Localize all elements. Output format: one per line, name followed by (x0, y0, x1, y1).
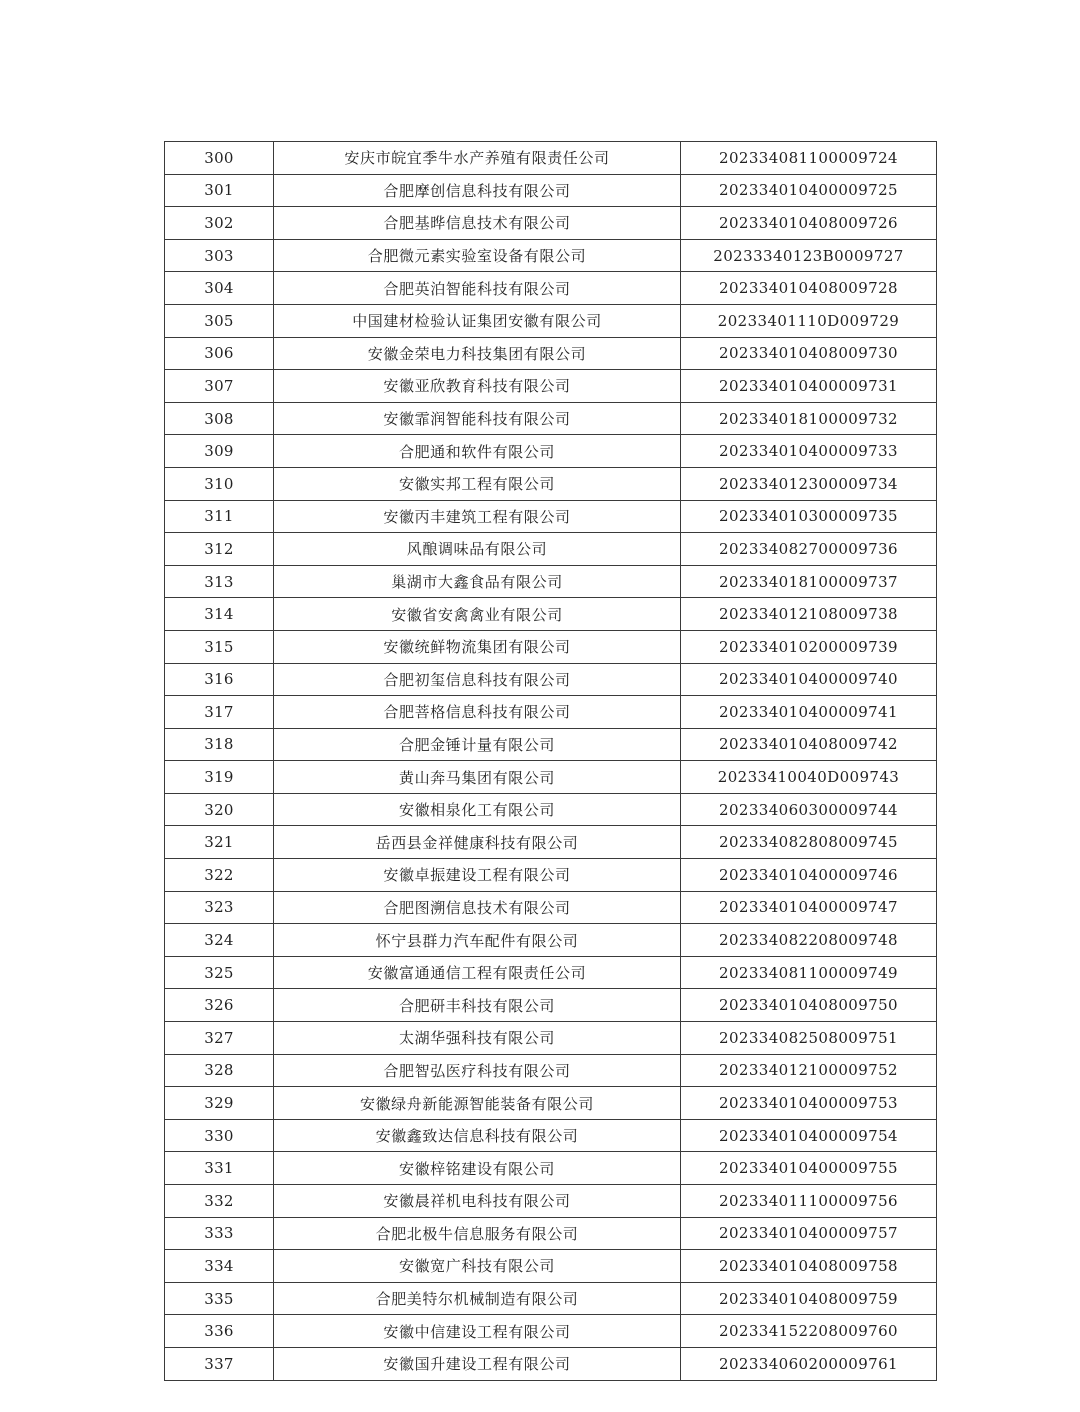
registration-code: 202334018100009732 (681, 402, 937, 435)
registration-code: 202334010408009728 (681, 272, 937, 305)
registration-code: 202334011100009756 (681, 1185, 937, 1218)
row-number: 329 (165, 1087, 274, 1120)
company-name: 合肥初玺信息科技有限公司 (274, 663, 681, 696)
table-row (165, 663, 937, 696)
row-number: 318 (165, 728, 274, 761)
table-row (165, 370, 937, 403)
company-name: 风酿调味品有限公司 (274, 533, 681, 566)
company-name: 黄山奔马集团有限公司 (274, 761, 681, 794)
table-row (165, 533, 937, 566)
table-row (165, 1347, 937, 1380)
row-number: 303 (165, 239, 274, 272)
row-number: 333 (165, 1217, 274, 1250)
table-row (165, 1152, 937, 1185)
table-row (165, 1315, 937, 1348)
company-name: 安徽统鲜物流集团有限公司 (274, 630, 681, 663)
registration-code: 202334012100009752 (681, 1054, 937, 1087)
table-row (165, 630, 937, 663)
table-row (165, 1217, 937, 1250)
row-number: 324 (165, 924, 274, 957)
company-name: 安徽富通通信工程有限责任公司 (274, 956, 681, 989)
table-row (165, 1250, 937, 1283)
company-name: 合肥摩创信息科技有限公司 (274, 174, 681, 207)
table-row (165, 435, 937, 468)
row-number: 314 (165, 598, 274, 631)
row-number: 315 (165, 630, 274, 663)
company-name: 岳西县金祥健康科技有限公司 (274, 826, 681, 859)
table-row (165, 793, 937, 826)
row-number: 313 (165, 565, 274, 598)
table-row (165, 1054, 937, 1087)
registration-code: 202334010400009746 (681, 859, 937, 892)
company-name: 怀宁县群力汽车配件有限公司 (274, 924, 681, 957)
registration-code: 202334010400009741 (681, 696, 937, 729)
row-number: 337 (165, 1347, 274, 1380)
row-number: 331 (165, 1152, 274, 1185)
row-number: 304 (165, 272, 274, 305)
table-row (165, 1087, 937, 1120)
row-number: 300 (165, 142, 274, 175)
row-number: 334 (165, 1250, 274, 1283)
table-row (165, 565, 937, 598)
row-number: 335 (165, 1282, 274, 1315)
company-name: 合肥英泊智能科技有限公司 (274, 272, 681, 305)
row-number: 316 (165, 663, 274, 696)
company-name: 合肥研丰科技有限公司 (274, 989, 681, 1022)
company-name: 安徽金荣电力科技集团有限公司 (274, 337, 681, 370)
registration-code: 202334010400009725 (681, 174, 937, 207)
table-row (165, 859, 937, 892)
registration-code: 202334010400009747 (681, 891, 937, 924)
table-row (165, 272, 937, 305)
company-name: 合肥微元素实验室设备有限公司 (274, 239, 681, 272)
row-number: 301 (165, 174, 274, 207)
table-row (165, 1282, 937, 1315)
row-number: 321 (165, 826, 274, 859)
row-number: 309 (165, 435, 274, 468)
row-number: 317 (165, 696, 274, 729)
registration-code: 202334012108009738 (681, 598, 937, 631)
company-name: 中国建材检验认证集团安徽有限公司 (274, 304, 681, 337)
table-row (165, 207, 937, 240)
company-name: 安徽国升建设工程有限公司 (274, 1347, 681, 1380)
company-name: 巢湖市大鑫食品有限公司 (274, 565, 681, 598)
row-number: 307 (165, 370, 274, 403)
company-name: 安徽卓振建设工程有限公司 (274, 859, 681, 892)
registration-code: 202334010400009733 (681, 435, 937, 468)
company-name: 太湖华强科技有限公司 (274, 1022, 681, 1055)
registration-code: 202334081100009724 (681, 142, 937, 175)
table-row (165, 989, 937, 1022)
row-number: 310 (165, 467, 274, 500)
registration-code: 202334152208009760 (681, 1315, 937, 1348)
registration-code: 202334018100009737 (681, 565, 937, 598)
row-number: 322 (165, 859, 274, 892)
company-name: 合肥图溯信息技术有限公司 (274, 891, 681, 924)
registration-code: 202334082508009751 (681, 1022, 937, 1055)
table-row (165, 337, 937, 370)
company-name: 安徽丙丰建筑工程有限公司 (274, 500, 681, 533)
company-list-table (164, 141, 937, 1381)
registration-code: 202334082808009745 (681, 826, 937, 859)
table-row (165, 1022, 937, 1055)
registration-code: 202334010200009739 (681, 630, 937, 663)
table-row (165, 728, 937, 761)
registration-code: 202334010400009740 (681, 663, 937, 696)
registration-code: 20233401110D009729 (681, 304, 937, 337)
company-name: 安徽省安禽禽业有限公司 (274, 598, 681, 631)
table-row (165, 467, 937, 500)
row-number: 326 (165, 989, 274, 1022)
registration-code: 202334012300009734 (681, 467, 937, 500)
company-name: 合肥智弘医疗科技有限公司 (274, 1054, 681, 1087)
row-number: 312 (165, 533, 274, 566)
row-number: 308 (165, 402, 274, 435)
company-name: 安徽宽广科技有限公司 (274, 1250, 681, 1283)
table-row (165, 500, 937, 533)
table-row (165, 304, 937, 337)
company-name: 安徽晨祥机电科技有限公司 (274, 1185, 681, 1218)
table-row (165, 1185, 937, 1218)
company-name: 合肥美特尔机械制造有限公司 (274, 1282, 681, 1315)
registration-code: 202334010400009753 (681, 1087, 937, 1120)
row-number: 302 (165, 207, 274, 240)
row-number: 306 (165, 337, 274, 370)
registration-code: 202334081100009749 (681, 956, 937, 989)
registration-code: 202334082700009736 (681, 533, 937, 566)
company-name: 合肥金锤计量有限公司 (274, 728, 681, 761)
table-row (165, 402, 937, 435)
registration-code: 202334010400009755 (681, 1152, 937, 1185)
company-name: 安徽绿舟新能源智能装备有限公司 (274, 1087, 681, 1120)
row-number: 325 (165, 956, 274, 989)
table-row (165, 142, 937, 175)
table-row (165, 1119, 937, 1152)
company-name: 安徽亚欣教育科技有限公司 (274, 370, 681, 403)
registration-code: 20233410040D009743 (681, 761, 937, 794)
company-name: 安徽霏润智能科技有限公司 (274, 402, 681, 435)
table-row (165, 239, 937, 272)
company-name: 安庆市皖宜季牛水产养殖有限责任公司 (274, 142, 681, 175)
company-name: 安徽实邦工程有限公司 (274, 467, 681, 500)
registration-code: 202334010408009758 (681, 1250, 937, 1283)
row-number: 336 (165, 1315, 274, 1348)
registration-code: 202334060200009761 (681, 1347, 937, 1380)
registration-code: 202334010400009754 (681, 1119, 937, 1152)
table-row (165, 174, 937, 207)
row-number: 328 (165, 1054, 274, 1087)
table-row (165, 891, 937, 924)
row-number: 320 (165, 793, 274, 826)
registration-code: 202334010408009759 (681, 1282, 937, 1315)
row-number: 332 (165, 1185, 274, 1218)
row-number: 327 (165, 1022, 274, 1055)
registration-code: 202334010408009750 (681, 989, 937, 1022)
table-row (165, 826, 937, 859)
company-name: 安徽相泉化工有限公司 (274, 793, 681, 826)
row-number: 305 (165, 304, 274, 337)
row-number: 323 (165, 891, 274, 924)
registration-code: 202334010400009757 (681, 1217, 937, 1250)
company-name: 安徽中信建设工程有限公司 (274, 1315, 681, 1348)
registration-code: 202334010300009735 (681, 500, 937, 533)
table-row (165, 924, 937, 957)
registration-code: 202334082208009748 (681, 924, 937, 957)
company-name: 合肥通和软件有限公司 (274, 435, 681, 468)
company-name: 合肥基晔信息技术有限公司 (274, 207, 681, 240)
table-body (165, 142, 937, 1381)
row-number: 330 (165, 1119, 274, 1152)
table-row (165, 761, 937, 794)
registration-code: 20233340123B0009727 (681, 239, 937, 272)
registration-code: 202334010400009731 (681, 370, 937, 403)
company-name: 安徽梓铭建设有限公司 (274, 1152, 681, 1185)
row-number: 311 (165, 500, 274, 533)
table-row (165, 598, 937, 631)
company-name: 安徽鑫致达信息科技有限公司 (274, 1119, 681, 1152)
row-number: 319 (165, 761, 274, 794)
registration-code: 202334060300009744 (681, 793, 937, 826)
registration-code: 202334010408009730 (681, 337, 937, 370)
table-row (165, 956, 937, 989)
registration-code: 202334010408009742 (681, 728, 937, 761)
company-name: 合肥北极牛信息服务有限公司 (274, 1217, 681, 1250)
table-row (165, 696, 937, 729)
company-name: 合肥菩格信息科技有限公司 (274, 696, 681, 729)
registration-code: 202334010408009726 (681, 207, 937, 240)
